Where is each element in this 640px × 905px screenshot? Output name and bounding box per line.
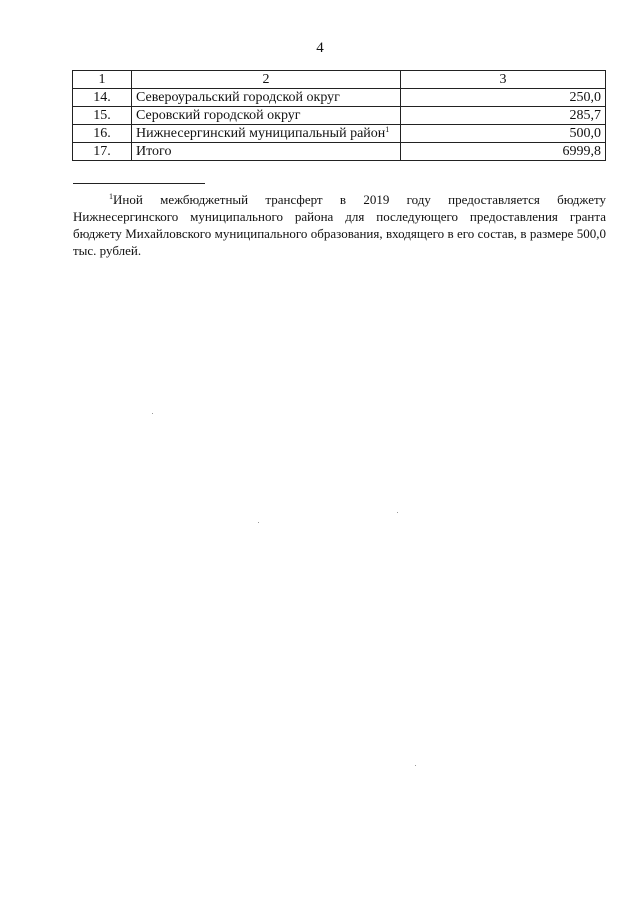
row-value: 500,0 — [401, 125, 606, 143]
table-row — [73, 143, 606, 161]
header-cell-1: 1 — [73, 71, 132, 89]
row-name — [132, 125, 401, 143]
header-cell-3: 3 — [401, 71, 606, 89]
table-row — [73, 89, 606, 107]
transfer-table — [72, 70, 606, 161]
scan-speck — [415, 765, 416, 766]
page-number: 4 — [316, 40, 324, 56]
footnote-marker: 1 — [109, 192, 113, 201]
table-row — [73, 107, 606, 125]
row-value: 250,0 — [401, 89, 606, 107]
row-number: 17. — [73, 143, 132, 161]
footnote-divider — [73, 183, 205, 184]
row-name — [132, 89, 401, 107]
table-row — [73, 125, 606, 143]
row-number: 15. — [73, 107, 132, 125]
row-name — [132, 107, 401, 125]
scan-speck — [397, 512, 398, 513]
row-name-text: Итого — [136, 144, 172, 159]
footnote-text: Иной межбюджетный трансферт в 2019 году предоставляется бюджету Нижнесергинского муниципального района для последующего предоставления гранта бюджету Михайловского муниципального образования, входящего в его состав, в размере 500,0 тыс. рублей. — [73, 192, 606, 258]
row-name-text: Североуральский городской округ — [136, 90, 340, 105]
row-number: 16. — [73, 125, 132, 143]
scan-speck — [258, 522, 259, 523]
footnote — [73, 191, 606, 259]
row-name — [132, 143, 401, 161]
header-cell-2: 2 — [132, 71, 401, 89]
row-number: 14. — [73, 89, 132, 107]
scan-speck — [152, 413, 153, 414]
row-name-text: Нижнесергинский муниципальный район — [136, 126, 386, 141]
footnote-reference[interactable]: 1 — [385, 125, 390, 134]
table-header-row — [73, 71, 606, 89]
row-value: 6999,8 — [401, 143, 606, 161]
row-value: 285,7 — [401, 107, 606, 125]
row-name-text: Серовский городской округ — [136, 108, 301, 123]
